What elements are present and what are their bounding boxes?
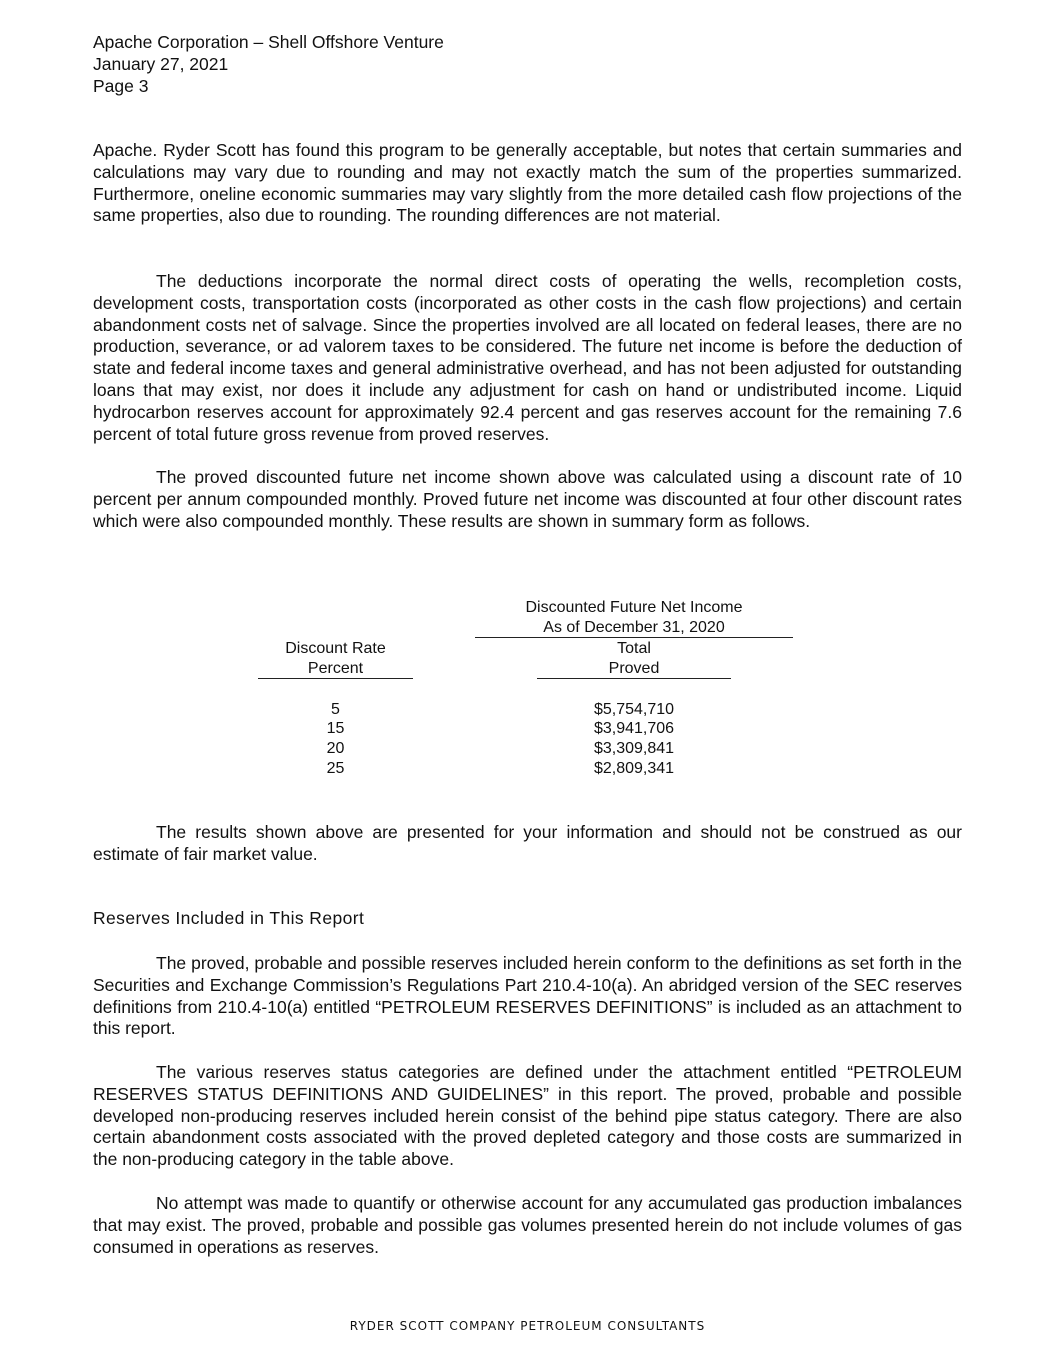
value-cell: $3,941,706 xyxy=(593,720,675,737)
paragraph-rounding: Apache. Ryder Scott has found this program to be generally acceptable, but notes that certain summaries and calculations may vary due to rounding and may not exactly match the sum of the properties summarized. Furthermore, oneline economic summaries may vary slightly from the more detailed cash flow projections of the same properties, also due to rounding. The rounding differences are not material. xyxy=(93,140,962,226)
section-heading: Reserves Included in This Report xyxy=(93,908,365,928)
col2-header-rule xyxy=(537,678,731,679)
rate-cell: 25 xyxy=(326,760,345,777)
header-company: Apache Corporation – Shell Offshore Venture xyxy=(93,32,444,52)
value-cell: $2,809,341 xyxy=(593,760,675,777)
page-header xyxy=(93,31,444,97)
page-footer: RYDER SCOTT COMPANY PETROLEUM CONSULTANTS xyxy=(349,1319,706,1333)
value-cell: $5,754,710 xyxy=(593,701,675,718)
table-col2-header-line1: Total xyxy=(617,640,651,657)
table-col1-header-line1: Discount Rate xyxy=(285,640,386,657)
table-group-header-line1: Discounted Future Net Income xyxy=(525,599,743,616)
rate-cell: 15 xyxy=(326,720,345,737)
paragraph-fair-market: The results shown above are presented for your information and should not be construed as our estimate of fair market value. xyxy=(93,822,962,864)
rate-cell: 20 xyxy=(326,740,345,757)
table-group-header-line2: As of December 31, 2020 xyxy=(543,619,725,636)
header-page-number: Page 3 xyxy=(93,76,149,96)
paragraph-gas-imbalances: No attempt was made to quantify or otherwise account for any accumulated gas production imbalances that may exist. The proved, probable and possible gas volumes presented herein do not include volumes of gas consumed in operations as reserves. xyxy=(93,1193,962,1257)
group-header-rule xyxy=(475,637,793,638)
header-date: January 27, 2021 xyxy=(93,54,229,74)
value-cell: $3,309,841 xyxy=(593,740,675,757)
table-col1-header-line2: Percent xyxy=(307,660,364,677)
paragraph-deductions: The deductions incorporate the normal direct costs of operating the wells, recompletion costs, development costs, transportation costs (incorporated as other costs in the cash flow projections) and certain abandonment costs net of salvage. Since the properties involved are all located on federal leases, there are no production, severance, or ad valorem taxes to be considered. The future net income is before the deduction of state and federal income taxes and general administrative overhead, and has not been adjusted for outstanding loans that may exist, nor does it include any adjustment for cash on hand or undistributed income. Liquid hydrocarbon reserves account for approximately 92.4 percent and gas reserves account for the remaining 7.6 percent of total future gross revenue from proved reserves. xyxy=(93,271,962,444)
paragraph-status-categories: The various reserves status categories are defined under the attachment entitled “PETROLEUM RESERVES STATUS DEFINITIONS AND GUIDELINES” in this report. The proved, probable and possible developed non-producing reserves included herein consist of the behind pipe status category. There are also certain abandonment costs associated with the proved depleted category and those costs are summarized in the non-producing category in the table above. xyxy=(93,1062,962,1170)
paragraph-discount: The proved discounted future net income shown above was calculated using a discount rate of 10 percent per annum compounded monthly. Proved future net income was discounted at four other discount rates which were also compounded monthly. These results are shown in summary form as follows. xyxy=(93,467,962,531)
rate-cell: 5 xyxy=(331,701,340,718)
paragraph-definitions: The proved, probable and possible reserves included herein conform to the definitions as set forth in the Securities and Exchange Commission’s Regulations Part 210.4-10(a). An abridged version of the SEC reserves definitions from 210.4-10(a) entitled “PETROLEUM RESERVES DEFINITIONS” is included as an attachment to this report. xyxy=(93,953,962,1039)
col1-header-rule xyxy=(258,678,413,679)
table-col2-header-line2: Proved xyxy=(608,660,660,677)
